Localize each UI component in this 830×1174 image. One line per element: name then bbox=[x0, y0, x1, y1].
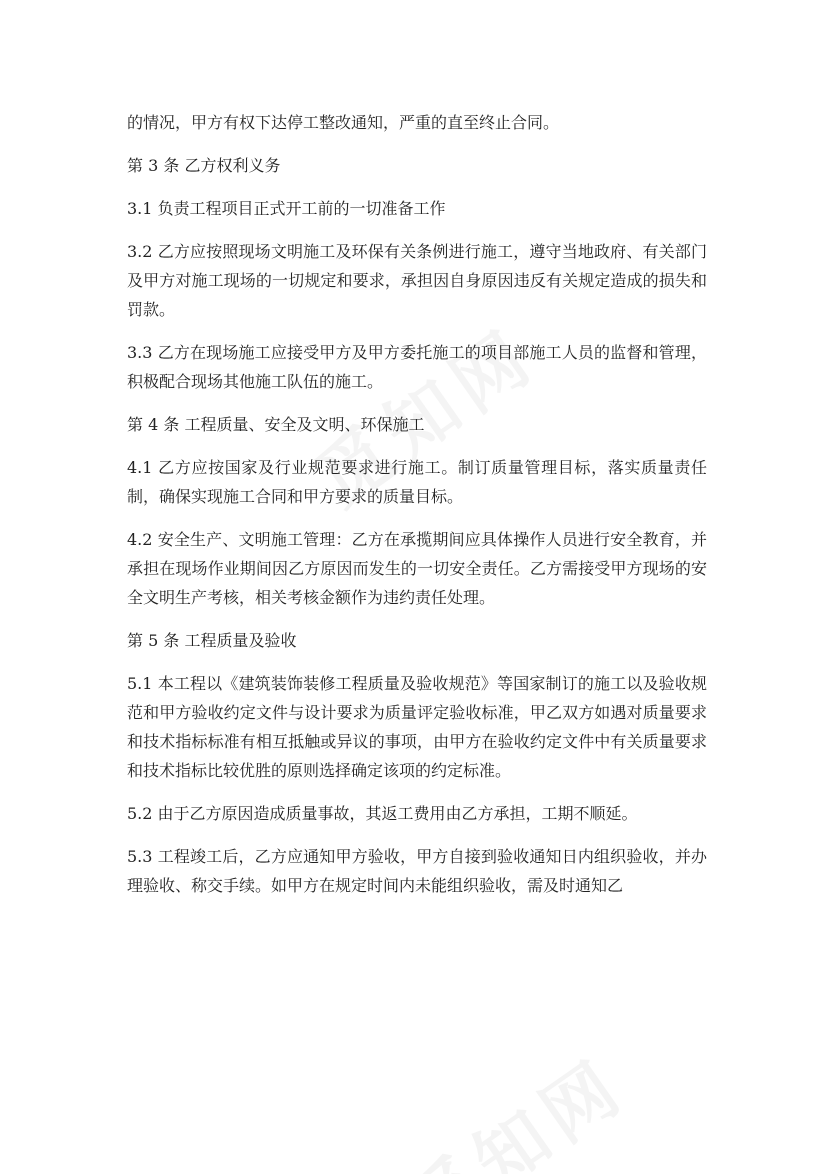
paragraph-continuation: 的情况，甲方有权下达停工整改通知，严重的直至终止合同。 bbox=[127, 113, 560, 132]
clause-5-1: 5.1 本工程以《建筑装饰装修工程质量及验收规范》等国家制订的施工以及验收规范和甲方验收约定文件与设计要求为质量评定验收标准，甲乙双方如遇对质量要求和技术指标标准有相互抵触或异议的事项，由甲方在验收约定文件中有关质量要求和技术指标比较优胜的原则选择确定该项的约定标准。 bbox=[127, 674, 707, 780]
watermark bbox=[382, 1029, 643, 1174]
clause-5-3: 5.3 工程竣工后，乙方应通知甲方验收，甲方自接到验收通知日内组织验收，并办理验收、称交手续。如甲方在规定时间内未能组织验收，需及时通知乙 bbox=[127, 847, 707, 895]
clause-3-1: 3.1 负责工程项目正式开工前的一切准备工作 bbox=[127, 199, 446, 218]
article-5-heading: 第 5 条 工程质量及验收 bbox=[127, 631, 297, 650]
article-3-heading: 第 3 条 乙方权利义务 bbox=[127, 156, 281, 175]
clause-5-2: 5.2 由于乙方原因造成质量事故，其返工费用由乙方承担，工期不顺延。 bbox=[127, 804, 638, 823]
clause-3-2: 3.2 乙方应按照现场文明施工及环保有关条例进行施工，遵守当地政府、有关部门及甲方对施工现场的一切规定和要求，承担因自身原因违反有关规定造成的损失和罚款。 bbox=[127, 242, 707, 319]
clause-4-1: 4.1 乙方应按国家及行业规范要求进行施工。制订质量管理目标，落实质量责任制，确保实现施工合同和甲方要求的质量目标。 bbox=[127, 458, 707, 506]
clause-3-3: 3.3 乙方在现场施工应接受甲方及甲方委托施工的项目部施工人员的监督和管理，积极配合现场其他施工队伍的施工。 bbox=[127, 343, 707, 391]
document-body bbox=[127, 108, 707, 914]
clause-4-2: 4.2 安全生产、文明施工管理：乙方在承揽期间应具体操作人员进行安全教育，并承担在现场作业期间因乙方原因而发生的一切安全责任。乙方需接受甲方现场的安全文明生产考核，相关考核金额作为违约责任处理。 bbox=[127, 530, 707, 607]
article-4-heading: 第 4 条 工程质量、安全及文明、环保施工 bbox=[127, 415, 425, 434]
